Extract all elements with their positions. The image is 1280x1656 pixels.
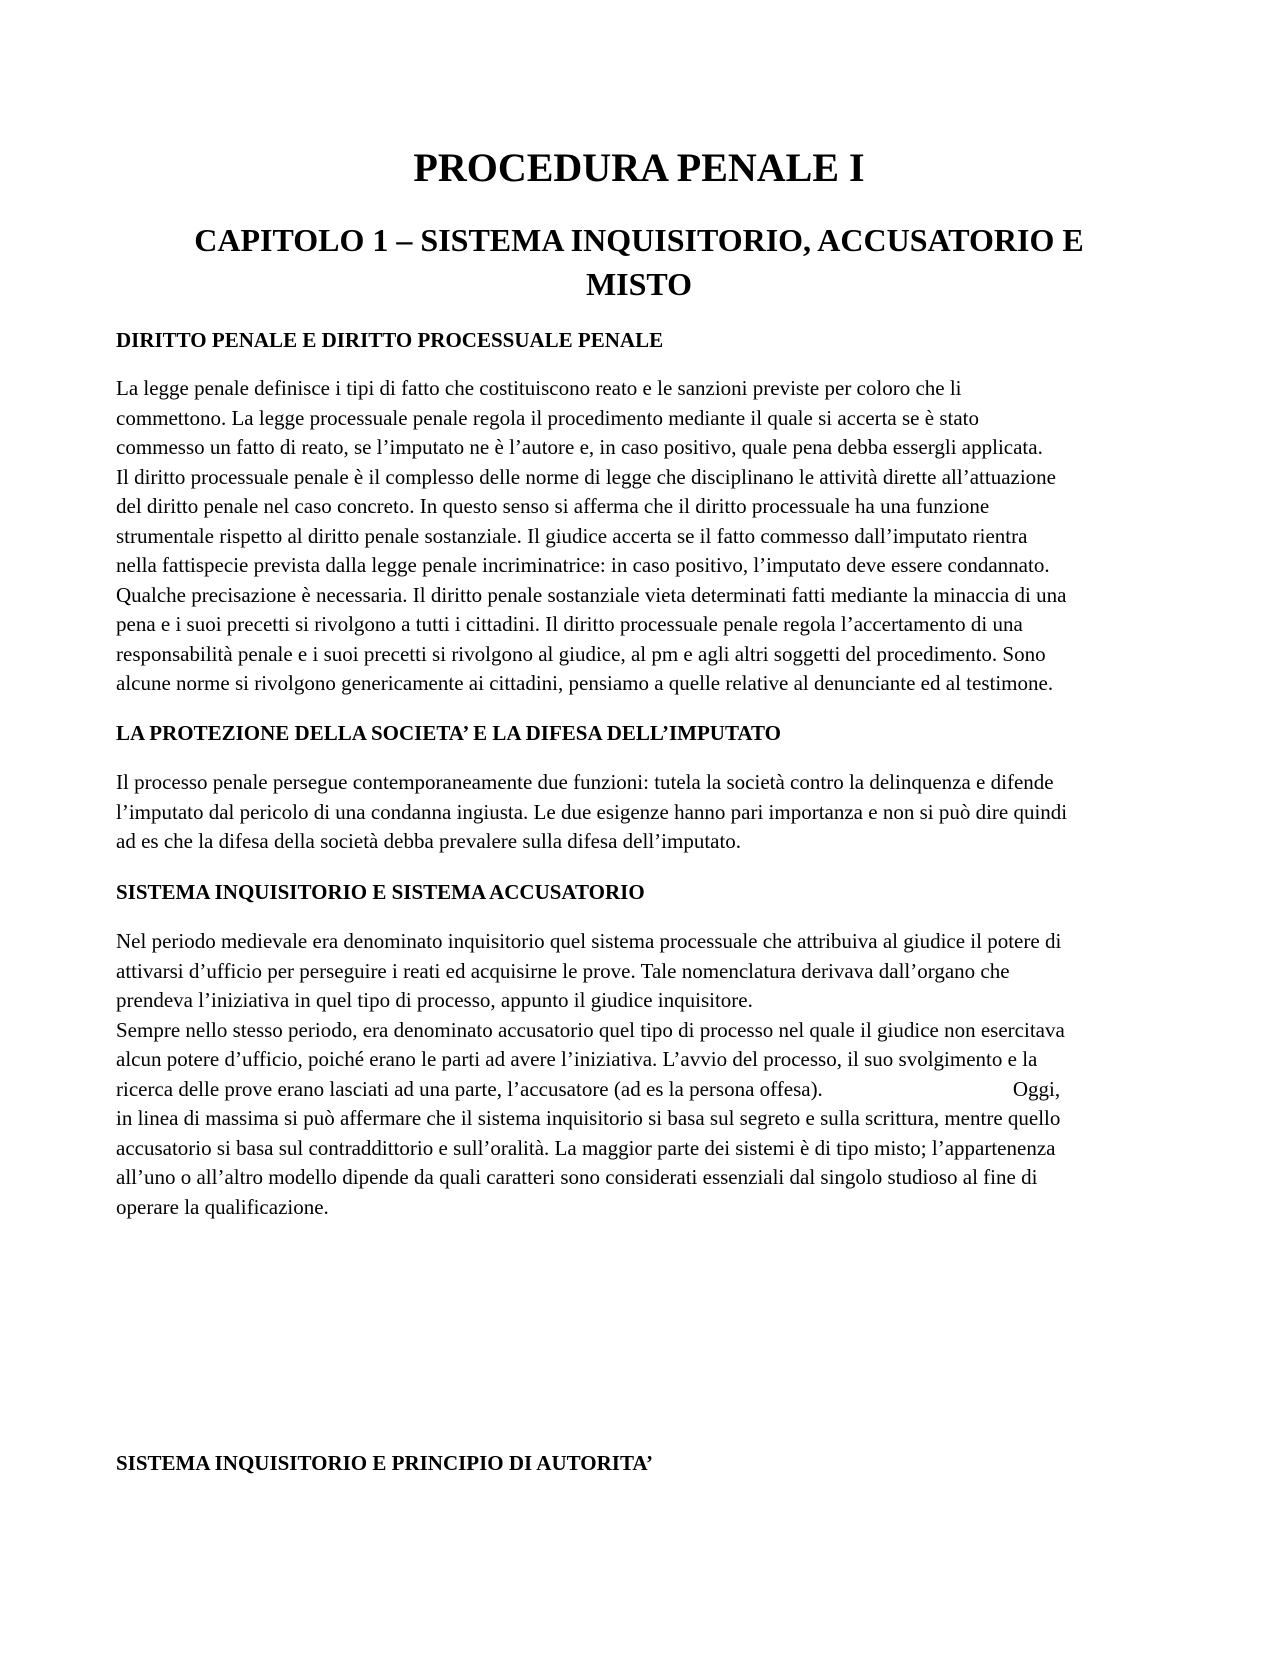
paragraph-line: commettono. La legge processuale penale regola il procedimento mediante il quale si accerta se è stato [116,405,979,430]
chapter-title-line-2: MISTO [585,266,693,302]
paragraph-line: in linea di massima si può affermare che il sistema inquisitorio si basa sul segreto e sulla scrittura, mentre quello [116,1106,1061,1130]
paragraph-line: alcune norme si rivolgono genericamente ai cittadini, pensiamo a quelle relative al denunciante ed al testimone. [116,671,1054,695]
paragraph-line: responsabilità penale e i suoi precetti si rivolgono al giudice, al pm e agli altri soggetti del procedimento. Sono [116,641,1046,666]
paragraph-line: accusatorio si basa sul contraddittorio e sull’oralità. La maggior parte dei sistemi è di tipo misto; l’appartenenza [116,1135,1056,1160]
section-body-sistema-inquisitorio-accusatorio [116,927,1162,1222]
document-title: PROCEDURA PENALE I [413,145,865,190]
paragraph-line: alcun potere d’ufficio, poiché erano le parti ad avere l’iniziativa. L’avvio del processo, il suo svolgimento e la [116,1047,1038,1071]
chapter-title-line-1: CAPITOLO 1 – SISTEMA INQUISITORIO, ACCUSATORIO E [194,222,1084,258]
paragraph-line: pena e i suoi precetti si rivolgono a tutti i cittadini. Il diritto processuale penale regola l’accertamento di una [116,612,1023,636]
paragraph-line: Il processo penale persegue contemporaneamente due funzioni: tutela la società contro la delinquenza e difende [116,770,1054,794]
paragraph-line: Qualche precisazione è necessaria. Il diritto penale sostanziale vieta determinati fatti mediante la minaccia di una [116,582,1067,607]
paragraph-line: Il diritto processuale penale è il complesso delle norme di legge che disciplinano le attività dirette all’attuazione [116,464,1056,489]
section-heading-diritto-penale: DIRITTO PENALE E DIRITTO PROCESSUALE PENALE [116,328,664,352]
paragraph-trailing-word: Oggi, [1012,1076,1061,1101]
paragraph-line: nella fattispecie prevista dalla legge penale incriminatrice: in caso positivo, l’imputato deve essere condannato. [116,553,1050,577]
paragraph-line: strumentale rispetto al diritto penale sostanziale. Il giudice accerta se il fatto commesso dall’imputato rientra [116,523,1028,548]
paragraph-line: operare la qualificazione. [116,1194,329,1219]
paragraph-line: Nel periodo medievale era denominato inquisitorio quel sistema processuale che attribuiva al giudice il potere di [116,929,1062,953]
paragraph-line-text: ricerca delle prove erano lasciati ad una parte, l’accusatore (ad es la persona offesa). [116,1076,823,1101]
section-body-diritto-penale [116,374,1162,699]
paragraph-line: all’uno o all’altro modello dipende da quali caratteri sono considerati essenziali dal singolo studioso al fine di [116,1165,1038,1189]
section-body-protezione-societa [116,768,1162,857]
paragraph-line: l’imputato dal pericolo di una condanna ingiusta. Le due esigenze hanno pari importanza e non si può dire quindi [116,799,1068,824]
paragraph-line: Sempre nello stesso periodo, era denominato accusatorio quel tipo di processo nel quale il giudice non esercitava [116,1017,1065,1042]
paragraph-line: ad es che la difesa della società debba prevalere sulla difesa dell’imputato. [116,829,742,853]
paragraph-line [116,1075,1162,1105]
section-heading-principio-autorita: SISTEMA INQUISITORIO E PRINCIPIO DI AUTORITA’ [116,1451,653,1475]
paragraph-line: prendeva l’iniziativa in quel tipo di processo, appunto il giudice inquisitore. [116,988,753,1012]
paragraph-line: attivarsi d’ufficio per perseguire i reati ed acquisirne le prove. Tale nomenclatura derivava dall’organo che [116,958,1010,983]
chapter-title [116,218,1162,306]
paragraph-line: commesso un fatto di reato, se l’imputato ne è l’autore e, in caso positivo, quale pena debba essergli applicata. [116,435,1043,459]
paragraph-line: del diritto penale nel caso concreto. In questo senso si afferma che il diritto processuale ha una funzione [116,494,990,518]
paragraph-line: La legge penale definisce i tipi di fatto che costituiscono reato e le sanzioni previste per coloro che li [116,376,962,400]
section-heading-protezione-societa: LA PROTEZIONE DELLA SOCIETA’ E LA DIFESA DELL’IMPUTATO [116,721,781,745]
section-heading-sistema-inquisitorio-accusatorio: SISTEMA INQUISITORIO E SISTEMA ACCUSATORIO [116,880,645,904]
